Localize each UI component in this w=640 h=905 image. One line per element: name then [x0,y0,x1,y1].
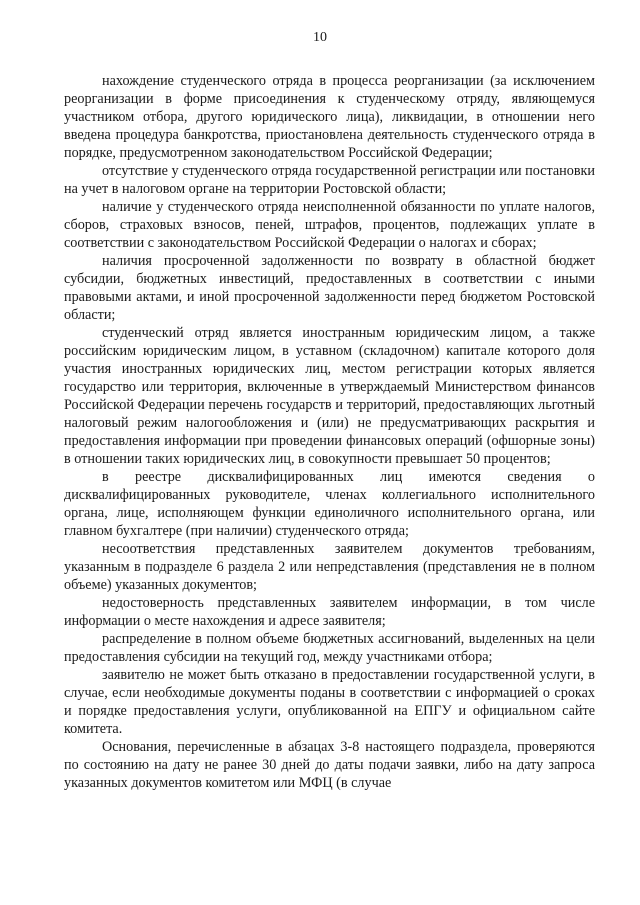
paragraph-overdue-debt: наличия просроченной задолженности по возврату в областной бюджет субсидии, бюджетных инвестиций, предоставленных в соответствии с иными правовыми актами, и иной просроченной задолженности перед бюджетом Ростовской области; [64,253,595,323]
paragraph-registration: отсутствие у студенческого отряда государственной регистрации или постановки на учет в налоговом органе на территории Ростовской области; [64,163,595,197]
paragraph-document-mismatch: несоответствия представленных заявителем документов требованиям, указанным в подразделе 6 раздела 2 или непредставления (представления не в полном объеме) указанных документов; [64,541,595,593]
paragraph-disqualified-persons: в реестре дисквалифицированных лиц имеются сведения о дисквалифицированных руководителе, членах коллегиального исполнительного органа, лице, исполняющем функции единоличного исполнительного органа, или главном бухгалтере (при наличии) студенческого отряда; [64,469,595,539]
paragraph-false-information: недостоверность представленных заявителем информации, в том числе информации о месте нахождения и адресе заявителя; [64,595,595,629]
page-number: 10 [313,30,327,45]
paragraph-tax-obligations: наличие у студенческого отряда неисполненной обязанности по уплате налогов, сборов, страховых взносов, пеней, штрафов, процентов, подлежащих уплате в соответствии с законодательством Российской Федерации о налогах и сборах; [64,199,595,251]
paragraph-grounds-check: Основания, перечисленные в абзацах 3-8 настоящего подраздела, проверяются по состоянию на дату не ранее 30 дней до даты подачи заявки, либо на дату запроса указанных документов комитетом или МФЦ (в случае [64,739,595,791]
paragraph-foreign-entity: студенческий отряд является иностранным юридическим лицом, а также российским юридическим лицом, в уставном (складочном) капитале которого доля участия иностранных юридических лиц, местом регистрации которых является государство или территория, включенные в утверждаемый Министерством финансов Российской Федерации перечень государств и территорий, предоставляющих льготный налоговый режим налогообложения и (или) не предусматривающих раскрытия и предоставления информации при проведении финансовых операций (офшорные зоны) в отношении таких юридических лиц, в совокупности превышает 50 процентов; [64,325,595,467]
paragraph-reorganization: нахождение студенческого отряда в процесса реорганизации (за исключением реорганизации в форме присоединения к студенческому отряду, являющемуся участником отбора, другого юридического лица), ликвидации, в отношении него введена процедура банкротства, приостановлена деятельность студенческого отряда в порядке, предусмотренном законодательством Российской Федерации; [64,73,595,161]
paragraph-budget-distributed: распределение в полном объеме бюджетных ассигнований, выделенных на цели предоставления субсидии на текущий год, между участниками отбора; [64,631,595,665]
document-body [64,72,595,792]
paragraph-no-refusal: заявителю не может быть отказано в предоставлении государственной услуги, в случае, если необходимые документы поданы в соответствии с информацией о сроках и порядке предоставления услуги, опубликованной на ЕПГУ и официальном сайте комитета. [64,667,595,737]
